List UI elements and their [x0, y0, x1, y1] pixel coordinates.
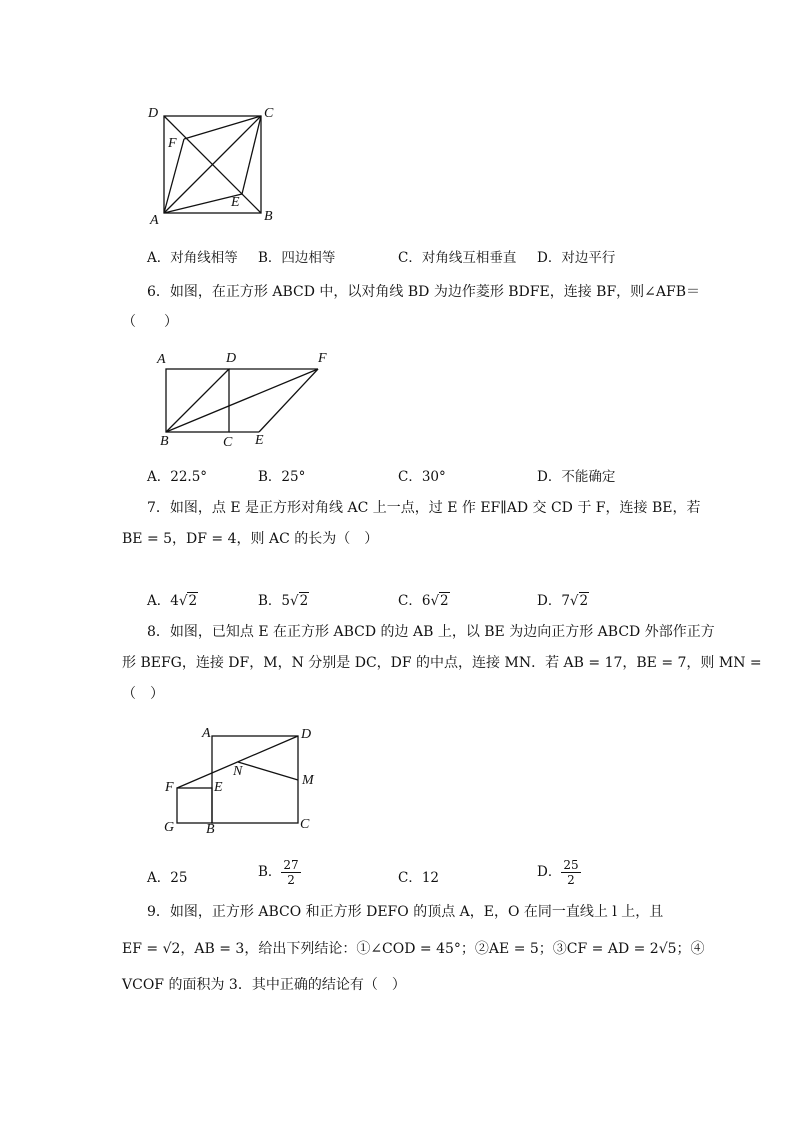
q7-option-d: D．7√2: [537, 593, 589, 609]
q8-label-D: D: [301, 727, 312, 742]
q7-option-a-coef: 4: [170, 593, 179, 609]
q7-option-a: A．4√2: [147, 593, 198, 609]
q6-option-d: D．不能确定: [537, 469, 616, 485]
q7-option-b-letter: B．: [258, 593, 282, 609]
q6-label-D: D: [226, 351, 237, 366]
q6-label-F: F: [318, 351, 327, 366]
q5-option-b: B．四边相等: [258, 250, 336, 266]
q8-stem-line2: 形 BEFG，连接 DF，M，N 分别是 DC，DF 的中点，连接 MN．若 AB = 17，BE = 7，则 MN =: [122, 655, 762, 671]
q6-option-b: B．25°: [258, 469, 306, 485]
q8-option-d: [537, 858, 581, 887]
q8-label-G: G: [164, 820, 175, 835]
q9-stem-line2: EF = √2，AB = 3，给出下列结论：①∠COD = 45°；②AE = 5；③CF = AD = 2√5；④: [122, 941, 705, 957]
q8-label-F: F: [165, 780, 174, 795]
q7-option-b: B．5√2: [258, 593, 309, 609]
q8-option-b-fraction: [281, 858, 300, 887]
q8-option-d-letter: D．: [537, 864, 562, 880]
q8-label-E: E: [214, 780, 223, 795]
q8-seg-NM: [238, 762, 298, 780]
q8-seg-FD: [177, 736, 298, 788]
q8-option-d-numerator: 25: [563, 858, 579, 872]
q8-square-BEFG: [177, 788, 212, 823]
q9-stem-line3: VCOF 的面积为 3．其中正确的结论有（ ）: [122, 977, 406, 993]
q8-option-b-letter: B．: [258, 864, 282, 880]
q7-option-a-radicand: 2: [188, 593, 198, 609]
q8-option-b-denominator: 2: [287, 873, 295, 887]
q6-label-A: A: [157, 352, 166, 367]
q7-option-a-letter: A．: [147, 593, 171, 609]
q5-label-D: D: [148, 106, 159, 121]
q8-option-d-denominator: 2: [567, 873, 575, 887]
q8-label-N: N: [233, 764, 243, 779]
q7-option-d-letter: D．: [537, 593, 562, 609]
q8-option-a: A．25: [147, 870, 188, 886]
q5-label-B: B: [264, 209, 273, 224]
q6-option-c: C．30°: [398, 469, 446, 485]
q7-option-b-radicand: 2: [299, 593, 309, 609]
q5-label-C: C: [264, 106, 274, 121]
q5-label-A: A: [150, 213, 159, 228]
q8-option-d-fraction: [561, 858, 580, 887]
q6-label-B: B: [160, 434, 169, 449]
q7-option-c-coef: 6: [421, 593, 431, 609]
q7-option-d-coef: 7: [561, 593, 570, 609]
q5-label-F: F: [168, 136, 177, 151]
q8-label-B: B: [206, 822, 215, 837]
q7-option-c-radicand: 2: [440, 593, 449, 609]
q8-label-C: C: [300, 817, 310, 832]
q7-stem-line1: 7．如图，点 E 是正方形对角线 AC 上一点，过 E 作 EF∥AD 交 CD 于 F，连接 BE，若: [147, 500, 701, 516]
q8-option-b: [258, 858, 301, 887]
q8-stem-line1: 8．如图，已知点 E 在正方形 ABCD 的边 AB 上，以 BE 为边向正方形 ABCD 外部作正方: [147, 624, 715, 640]
q7-stem-line2: BE = 5，DF = 4，则 AC 的长为（ ）: [122, 531, 379, 547]
q5-label-E: E: [231, 195, 240, 210]
q5-option-a: A．对角线相等: [147, 250, 238, 266]
q9-stem-line1: 9．如图，正方形 ABCO 和正方形 DEFO 的顶点 A，E，O 在同一直线上 l 上，且: [147, 904, 664, 920]
q8-option-c: C．12: [398, 870, 440, 886]
q8-stem-line3: （ ）: [122, 686, 164, 702]
q8-option-b-numerator: 27: [283, 858, 299, 872]
q8-label-M: M: [302, 773, 314, 788]
q6-stem-line1: 6．如图，在正方形 ABCD 中，以对角线 BD 为边作菱形 BDFE，连接 BF，则∠AFB＝: [147, 284, 701, 300]
q7-option-b-coef: 5: [281, 593, 291, 609]
q7-option-c-letter: C．: [398, 593, 422, 609]
q6-stem-line2: （ ）: [122, 314, 178, 330]
q7-option-d-radicand: 2: [579, 593, 589, 609]
q6-label-C: C: [223, 435, 233, 450]
q7-option-c: C．6√2: [398, 593, 449, 609]
q8-square-ABCD: [212, 736, 298, 823]
q5-option-c: C．对角线互相垂直: [398, 250, 517, 266]
q6-label-E: E: [255, 433, 264, 448]
q5-option-d: D．对边平行: [537, 250, 616, 266]
q8-label-A: A: [202, 726, 211, 741]
q6-option-a: A．22.5°: [147, 469, 208, 485]
